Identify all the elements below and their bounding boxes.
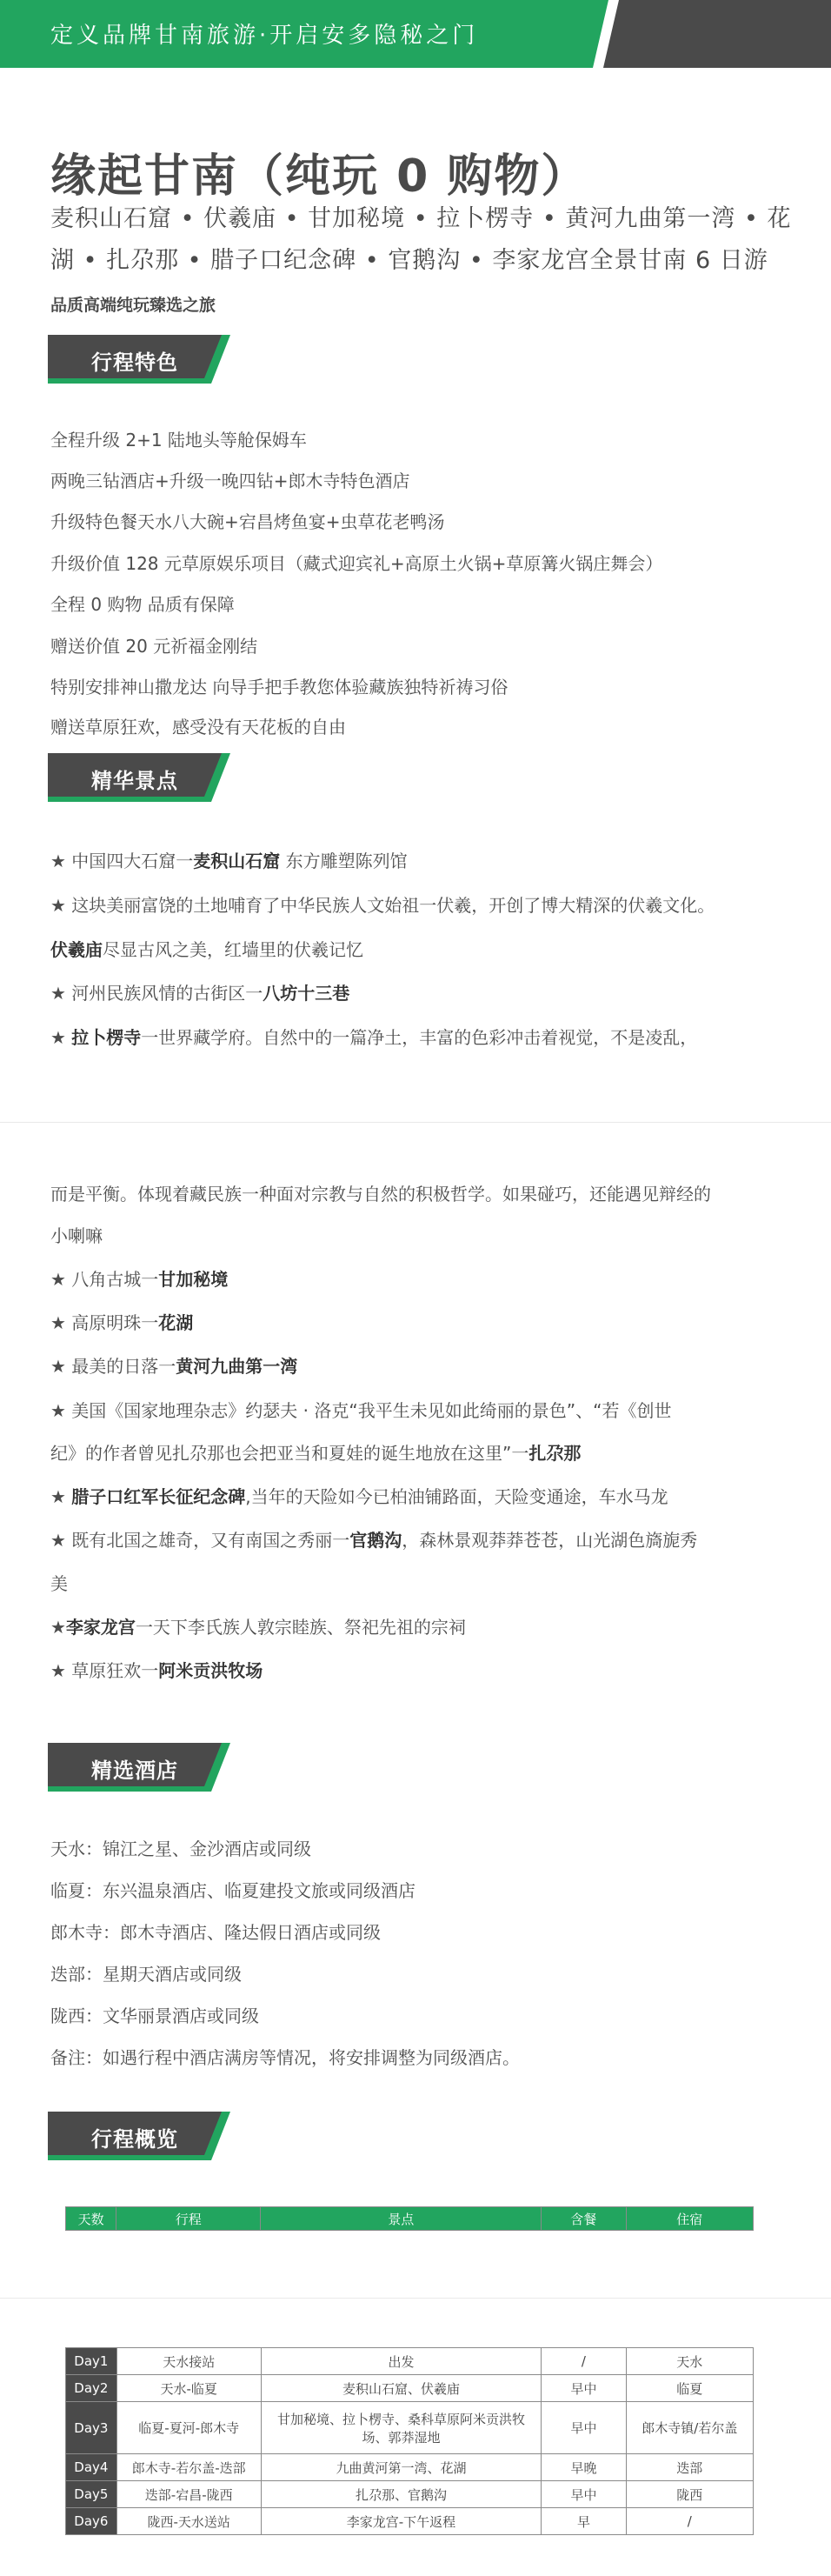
col-header-hotel: 住宿 xyxy=(626,2207,753,2231)
feature-item: 两晚三钻酒店+升级一晚四钻+郎木寺特色酒店 xyxy=(50,470,410,491)
feature-item: 特别安排神山撒龙达 向导手把手教您体验藏族独特祈祷习俗 xyxy=(50,677,509,697)
highlight-item xyxy=(50,1613,466,1638)
text-span: 纪》的作者曾见扎尕那也会把亚当和夏娃的诞生地放在这里”一 xyxy=(50,1443,529,1464)
table-cell: 早 xyxy=(542,2508,626,2535)
text-span: 扎尕那 xyxy=(529,1443,582,1464)
text-span: 拉卜楞寺 xyxy=(71,1027,142,1048)
table-cell: Day1 xyxy=(66,2348,117,2375)
text-span: 麦积山石窟 xyxy=(193,851,281,871)
feature-item: 升级价值 128 元草原娱乐项目（藏式迎宾礼+高原土火锅+草原篝火锅庄舞会） xyxy=(50,553,663,574)
text-span: ★ xyxy=(50,1486,72,1507)
table-cell: 临夏-夏河-郎木寺 xyxy=(116,2402,261,2454)
section-title-hotels: 精选酒店 xyxy=(91,1758,178,1783)
table-row xyxy=(66,2402,754,2454)
table-cell: 早中 xyxy=(542,2375,626,2402)
hotel-item: 陇西：文华丽景酒店或同级 xyxy=(50,2005,259,2026)
highlight-item: ★ 美国《国家地理杂志》约瑟夫 · 洛克“我平生未见如此绮丽的景色”、“若《创世 xyxy=(50,1400,672,1421)
feature-item: 赠送价值 20 元祈福金刚结 xyxy=(50,636,258,657)
highlight-item xyxy=(50,1526,697,1552)
highlight-item xyxy=(50,1352,297,1378)
hotel-item: 天水：锦江之星、金沙酒店或同级 xyxy=(50,1839,311,1859)
text-span: ★ 草原狂欢一 xyxy=(50,1660,159,1681)
table-cell: Day5 xyxy=(66,2481,117,2508)
table-cell: 天水接站 xyxy=(116,2348,261,2375)
highlight-item xyxy=(50,936,363,961)
text-span: ★ 既有北国之雄奇，又有南国之秀丽一 xyxy=(50,1530,350,1551)
table-cell: Day6 xyxy=(66,2508,117,2535)
overview-table xyxy=(65,2347,754,2535)
highlight-item xyxy=(50,979,349,1004)
text-span: ，森林景观莽莽苍苍，山光湖色旖旎秀 xyxy=(402,1530,698,1551)
table-cell: 李家龙宫-下午返程 xyxy=(261,2508,542,2535)
text-span: 黄河九曲第一湾 xyxy=(176,1356,298,1377)
text-span: ★ xyxy=(50,1617,66,1638)
text-span: ★ 最美的日落一 xyxy=(50,1356,176,1377)
feature-item: 全程升级 2+1 陆地头等舱保姆车 xyxy=(50,430,307,450)
table-cell: 郎木寺镇/若尔盖 xyxy=(626,2402,753,2454)
text-span: ★ 中国四大石窟一 xyxy=(50,851,194,871)
feature-item: 升级特色餐天水八大碗+宕昌烤鱼宴+虫草花老鸭汤 xyxy=(50,511,445,532)
col-header-meals: 含餐 xyxy=(542,2207,626,2231)
feature-item: 赠送草原狂欢，感受没有天花板的自由 xyxy=(50,717,346,737)
text-span: 阿米贡洪牧场 xyxy=(158,1660,263,1681)
section-title-highlights: 精华景点 xyxy=(91,769,178,793)
feature-item: 全程 0 购物 品质有保障 xyxy=(50,594,235,615)
hotel-item: 迭部：星期天酒店或同级 xyxy=(50,1964,242,1985)
hotel-item: 临夏：东兴温泉酒店、临夏建投文旅或同级酒店 xyxy=(50,1880,416,1901)
text-span: 东方雕塑陈列馆 xyxy=(280,851,408,871)
text-span: 尽显古风之美，红墙里的伏羲记忆 xyxy=(103,939,363,960)
col-header-day: 天数 xyxy=(66,2207,116,2231)
text-span: 伏羲庙 xyxy=(50,939,103,960)
section-title-overview: 行程概览 xyxy=(91,2127,178,2152)
page-divider xyxy=(0,2298,831,2299)
text-span: 官鹅沟 xyxy=(349,1530,402,1551)
page-subtitle: 麦积山石窟 • 伏羲庙 • 甘加秘境 • 拉卜楞寺 • 黄河九曲第一湾 • 花湖 • 扎尕那 • 腊子口纪念碑 • 官鹅沟 • 李家龙宫全景甘南 6 日游 xyxy=(50,205,792,274)
table-cell: 早中 xyxy=(542,2481,626,2508)
text-span: 一世界藏学府。自然中的一篇净土，丰富的色彩冲击着视觉，不是凌乱， xyxy=(141,1027,698,1048)
highlight-item: 美 xyxy=(50,1573,68,1594)
section-badge-features xyxy=(48,335,230,384)
hotel-item: 备注：如遇行程中酒店满房等情况，将安排调整为同级酒店。 xyxy=(50,2047,520,2068)
section-badge-highlights xyxy=(48,753,230,802)
text-span: ★ 河州民族风情的古街区一 xyxy=(50,983,263,1004)
section-badge-hotels xyxy=(48,1743,230,1792)
table-cell: 出发 xyxy=(261,2348,542,2375)
table-cell: Day3 xyxy=(66,2402,117,2454)
text-span: ,当年的天险如今已柏油铺路面，天险变通途，车水马龙 xyxy=(245,1486,668,1507)
table-cell: 扎尕那、官鹅沟 xyxy=(261,2481,542,2508)
page-title: 缘起甘南（纯玩 0 购物） xyxy=(50,150,588,203)
table-row xyxy=(66,2454,754,2481)
table-cell: 天水 xyxy=(626,2348,753,2375)
text-span: ★ 高原明珠一 xyxy=(50,1312,159,1333)
section-badge-overview xyxy=(48,2112,230,2160)
table-cell: 临夏 xyxy=(626,2375,753,2402)
highlight-item xyxy=(50,1309,193,1334)
banner-text: 定义品牌甘南旅游·开启安多隐秘之门 xyxy=(50,23,479,49)
overview-header-table xyxy=(65,2206,754,2231)
highlight-item: 而是平衡。体现着藏民族一种面对宗教与自然的积极哲学。如果碰巧，还能遇见辩经的 xyxy=(50,1184,711,1205)
highlight-item xyxy=(50,847,408,872)
table-cell: 九曲黄河第一湾、花湖 xyxy=(261,2454,542,2481)
table-cell: 早晚 xyxy=(542,2454,626,2481)
text-span: ★ 八角古城一 xyxy=(50,1269,159,1290)
table-cell: 陇西 xyxy=(626,2481,753,2508)
highlight-item: ★ 这块美丽富饶的土地哺育了中华民族人文始祖一伏羲，开创了博大精深的伏羲文化。 xyxy=(50,895,715,916)
highlight-item xyxy=(50,1265,228,1291)
table-cell: 早中 xyxy=(542,2402,626,2454)
page-divider xyxy=(0,1122,831,1123)
table-cell: 迭部-宕昌-陇西 xyxy=(116,2481,261,2508)
highlight-item xyxy=(50,1439,581,1465)
table-cell: / xyxy=(626,2508,753,2535)
table-row xyxy=(66,2481,754,2508)
top-banner xyxy=(0,0,831,68)
highlight-item: 小喇嘛 xyxy=(50,1225,103,1246)
tagline: 品质高端纯玩臻选之旅 xyxy=(50,296,216,315)
table-cell: / xyxy=(542,2348,626,2375)
col-header-route: 行程 xyxy=(116,2207,261,2231)
col-header-spots: 景点 xyxy=(261,2207,542,2231)
table-row xyxy=(66,2508,754,2535)
highlight-item xyxy=(50,1024,697,1049)
table-cell: Day4 xyxy=(66,2454,117,2481)
section-title-features: 行程特色 xyxy=(91,350,178,375)
highlight-item xyxy=(50,1657,263,1682)
table-cell: 麦积山石窟、伏羲庙 xyxy=(261,2375,542,2402)
text-span: ★ xyxy=(50,1027,72,1048)
table-cell: 天水-临夏 xyxy=(116,2375,261,2402)
text-span: 花湖 xyxy=(158,1312,194,1333)
table-cell: Day2 xyxy=(66,2375,117,2402)
text-span: 八坊十三巷 xyxy=(263,983,350,1004)
table-cell: 甘加秘境、拉卜楞寺、桑科草原阿米贡洪牧场、郭莽湿地 xyxy=(261,2402,542,2454)
table-cell: 陇西-天水送站 xyxy=(116,2508,261,2535)
table-cell: 迭部 xyxy=(626,2454,753,2481)
table-row xyxy=(66,2348,754,2375)
hotel-item: 郎木寺：郎木寺酒店、隆达假日酒店或同级 xyxy=(50,1922,381,1943)
table-row xyxy=(66,2375,754,2402)
text-span: 李家龙宫 xyxy=(65,1617,136,1638)
text-span: 甘加秘境 xyxy=(158,1269,229,1290)
highlight-item xyxy=(50,1483,668,1508)
table-cell: 郎木寺-若尔盖-迭部 xyxy=(116,2454,261,2481)
text-span: 一天下李氏族人敦宗睦族、祭祀先祖的宗祠 xyxy=(135,1617,466,1638)
text-span: 腊子口红军长征纪念碑 xyxy=(71,1486,246,1507)
